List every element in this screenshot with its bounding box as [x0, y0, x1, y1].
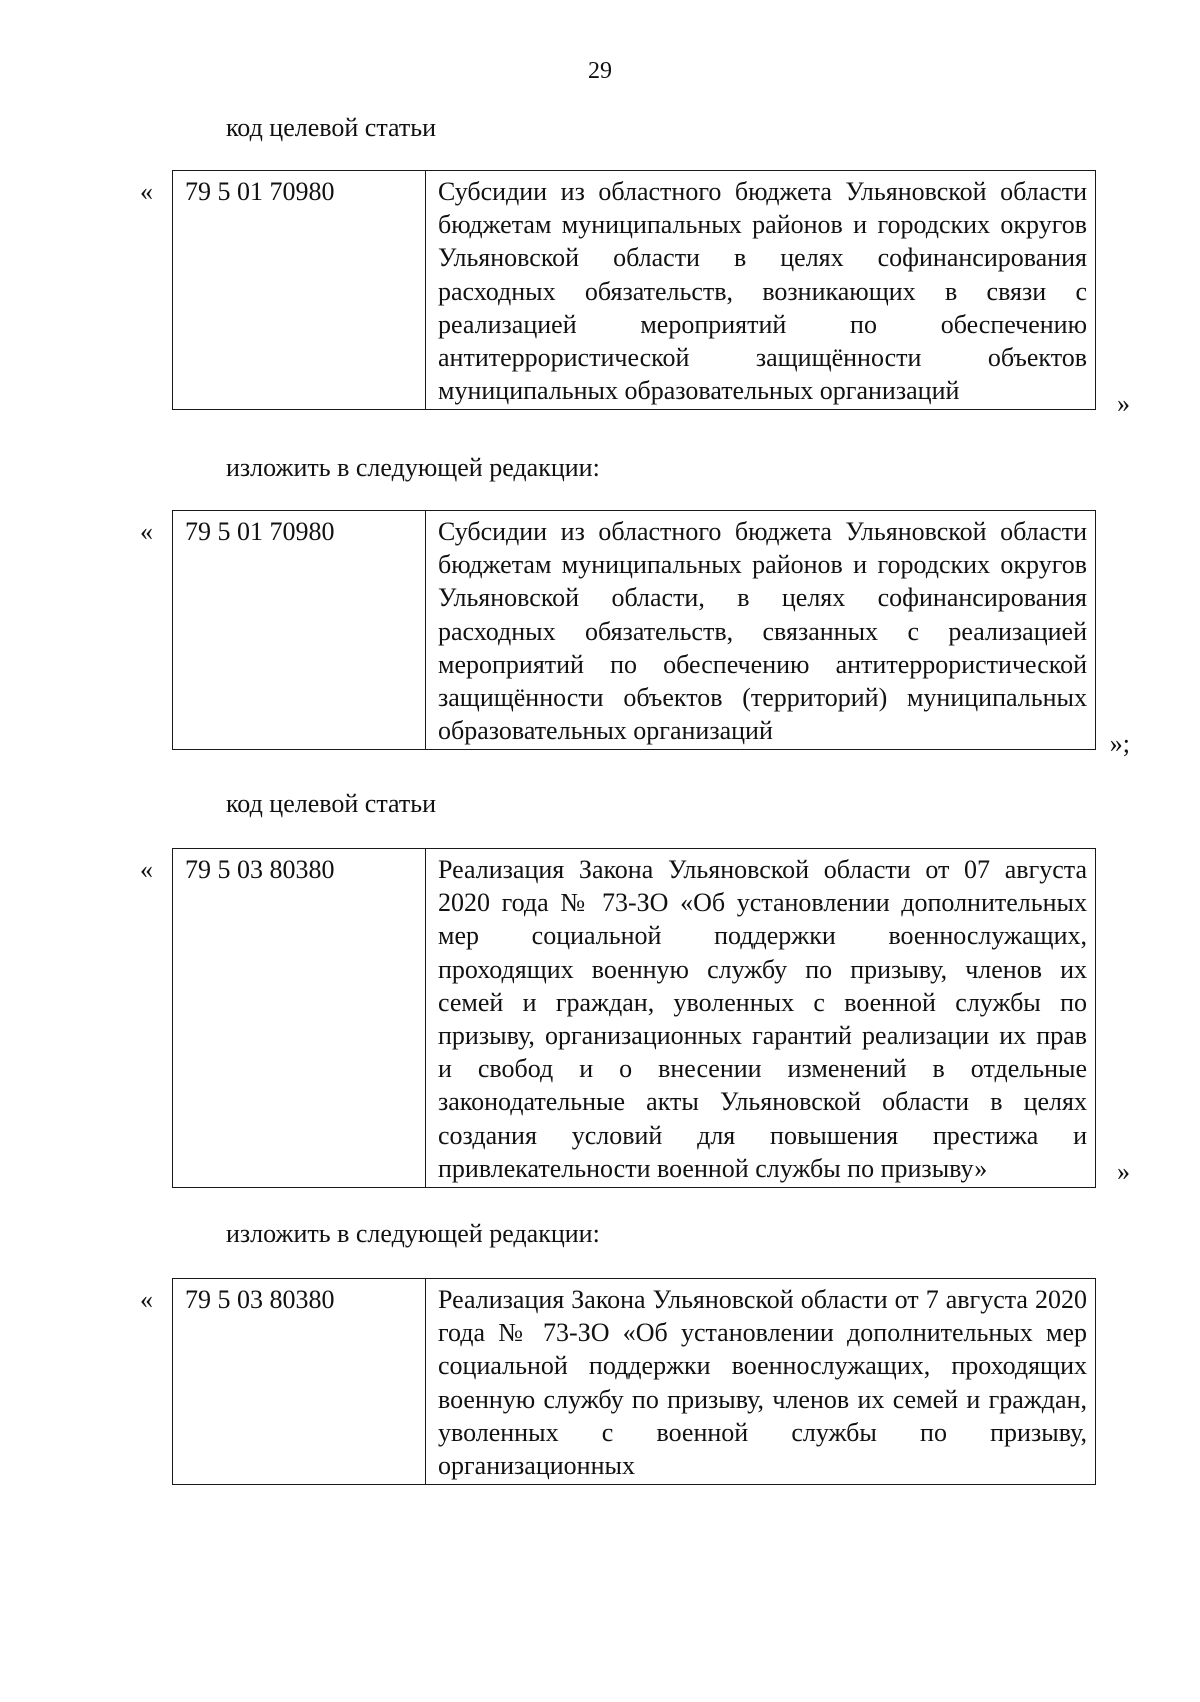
article-description: Реализация Закона Ульяновской области от 7 августа 2020 года № 73-ЗО «Об установлении дополнительных мер социальной поддержки военнослужащих, проходящих военную службу по призыву, членов их семей и граждан, уволенных с военной службы по призыву, организационных	[426, 1279, 1096, 1485]
opening-quote: «	[140, 177, 153, 206]
section-heading: изложить в следующей редакции:	[226, 453, 600, 482]
entry-table	[172, 510, 1096, 750]
table-row	[173, 1279, 1096, 1485]
target-article-entry	[140, 848, 1130, 1194]
opening-quote: «	[140, 517, 153, 546]
article-description: Субсидии из областного бюджета Ульяновской области бюджетам муниципальных районов и городских округов Ульяновской области, в целях софинансирования расходных обязательств, связанных с реализацией мероприятий по обеспечению антитеррористической защищённости объектов (территорий) муниципальных образовательных организаций	[426, 511, 1096, 750]
article-code: 79 5 03 80380	[173, 1279, 426, 1485]
opening-quote: «	[140, 1285, 153, 1314]
opening-quote: «	[140, 855, 153, 884]
article-code: 79 5 01 70980	[173, 171, 426, 410]
target-article-entry	[140, 510, 1130, 764]
article-description: Субсидии из областного бюджета Ульяновской области бюджетам муниципальных районов и городских округов Ульяновской области в целях софинансирования расходных обязательств, возникающих в связи с реализацией мероприятий по обеспечению антитеррористической защищённости объектов муниципальных образовательных организаций	[426, 171, 1096, 410]
entry-table	[172, 848, 1096, 1188]
closing-quote: »	[1117, 1157, 1130, 1186]
article-code: 79 5 01 70980	[173, 511, 426, 750]
section-heading: код целевой статьи	[226, 789, 436, 818]
entry-table	[172, 1278, 1096, 1485]
section-heading: изложить в следующей редакции:	[226, 1219, 600, 1248]
closing-quote: »;	[1109, 729, 1130, 758]
article-code: 79 5 03 80380	[173, 849, 426, 1188]
target-article-entry	[140, 170, 1130, 424]
page-number: 29	[588, 58, 612, 84]
target-article-entry	[140, 1278, 1130, 1481]
section-heading: код целевой статьи	[226, 113, 436, 142]
table-row	[173, 849, 1096, 1188]
table-row	[173, 171, 1096, 410]
closing-quote: »	[1117, 389, 1130, 418]
table-row	[173, 511, 1096, 750]
article-description: Реализация Закона Ульяновской области от 07 августа 2020 года № 73-ЗО «Об установлении дополнительных мер социальной поддержки военнослужащих, проходящих военную службу по призыву, членов их семей и граждан, уволенных с военной службы по призыву, организационных гарантий реализации их прав и свобод и о внесении изменений в отдельные законодательные акты Ульяновской области в целях создания условий для повышения престижа и привлекательности военной службы по призыву»	[426, 849, 1096, 1188]
entry-table	[172, 170, 1096, 410]
